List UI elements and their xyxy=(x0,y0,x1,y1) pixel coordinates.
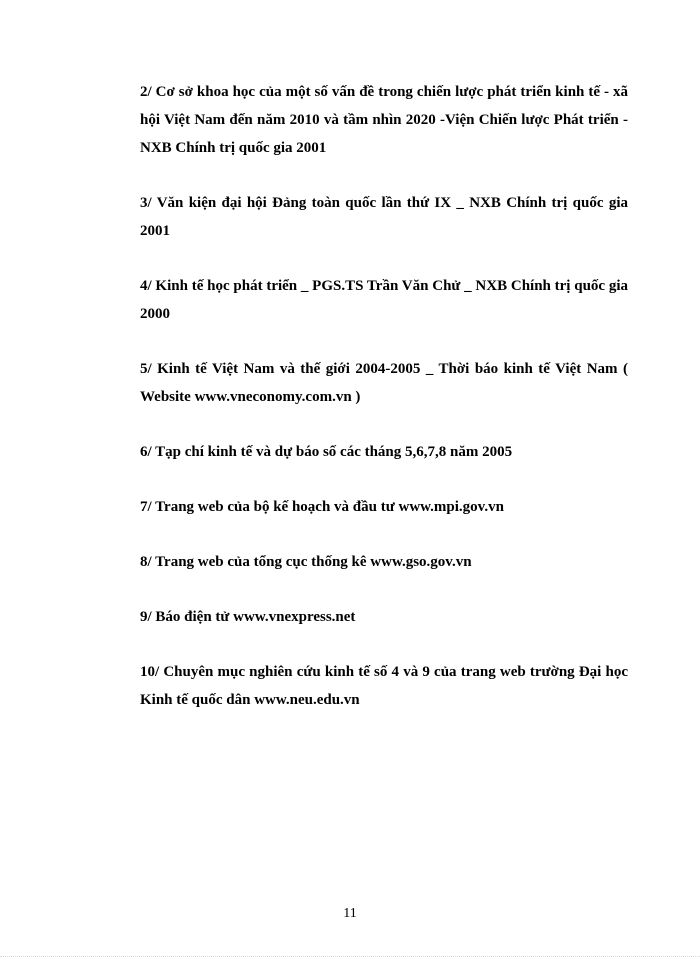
reference-item-7: 7/ Trang web của bộ kế hoạch và đầu tư www.mpi.gov.vn xyxy=(140,499,504,515)
reference-item-4: 4/ Kinh tế học phát triển _ PGS.TS Trần Văn Chử _ NXB Chính trị quốc gia 2000 xyxy=(140,278,628,322)
reference-item-10: 10/ Chuyên mục nghiên cứu kinh tế số 4 và 9 của trang web trường Đại học Kinh tế quốc dân www.neu.edu.vn xyxy=(140,664,628,708)
reference-item-3: 3/ Văn kiện đại hội Đảng toàn quốc lần thứ IX _ NXB Chính trị quốc gia 2001 xyxy=(140,195,628,239)
reference-item-2: 2/ Cơ sở khoa học của một số vấn đề trong chiến lược phát triển kinh tế - xã hội Việt Nam đến năm 2010 và tầm nhìn 2020 -Viện Chiến lược Phát triển - NXB Chính trị quốc gia 2001 xyxy=(140,84,628,156)
reference-item-6: 6/ Tạp chí kinh tế và dự báo số các tháng 5,6,7,8 năm 2005 xyxy=(140,444,513,460)
page-bottom-divider xyxy=(0,956,700,957)
reference-item-9: 9/ Báo điện tử www.vnexpress.net xyxy=(140,609,356,625)
reference-item-8: 8/ Trang web của tổng cục thống kê www.gso.gov.vn xyxy=(140,554,472,570)
page-number: 11 xyxy=(343,906,357,921)
reference-item-5: 5/ Kinh tế Việt Nam và thế giới 2004-2005 _ Thời báo kinh tế Việt Nam ( Website www.vneconomy.com.vn ) xyxy=(140,361,628,405)
reference-list xyxy=(140,78,628,741)
